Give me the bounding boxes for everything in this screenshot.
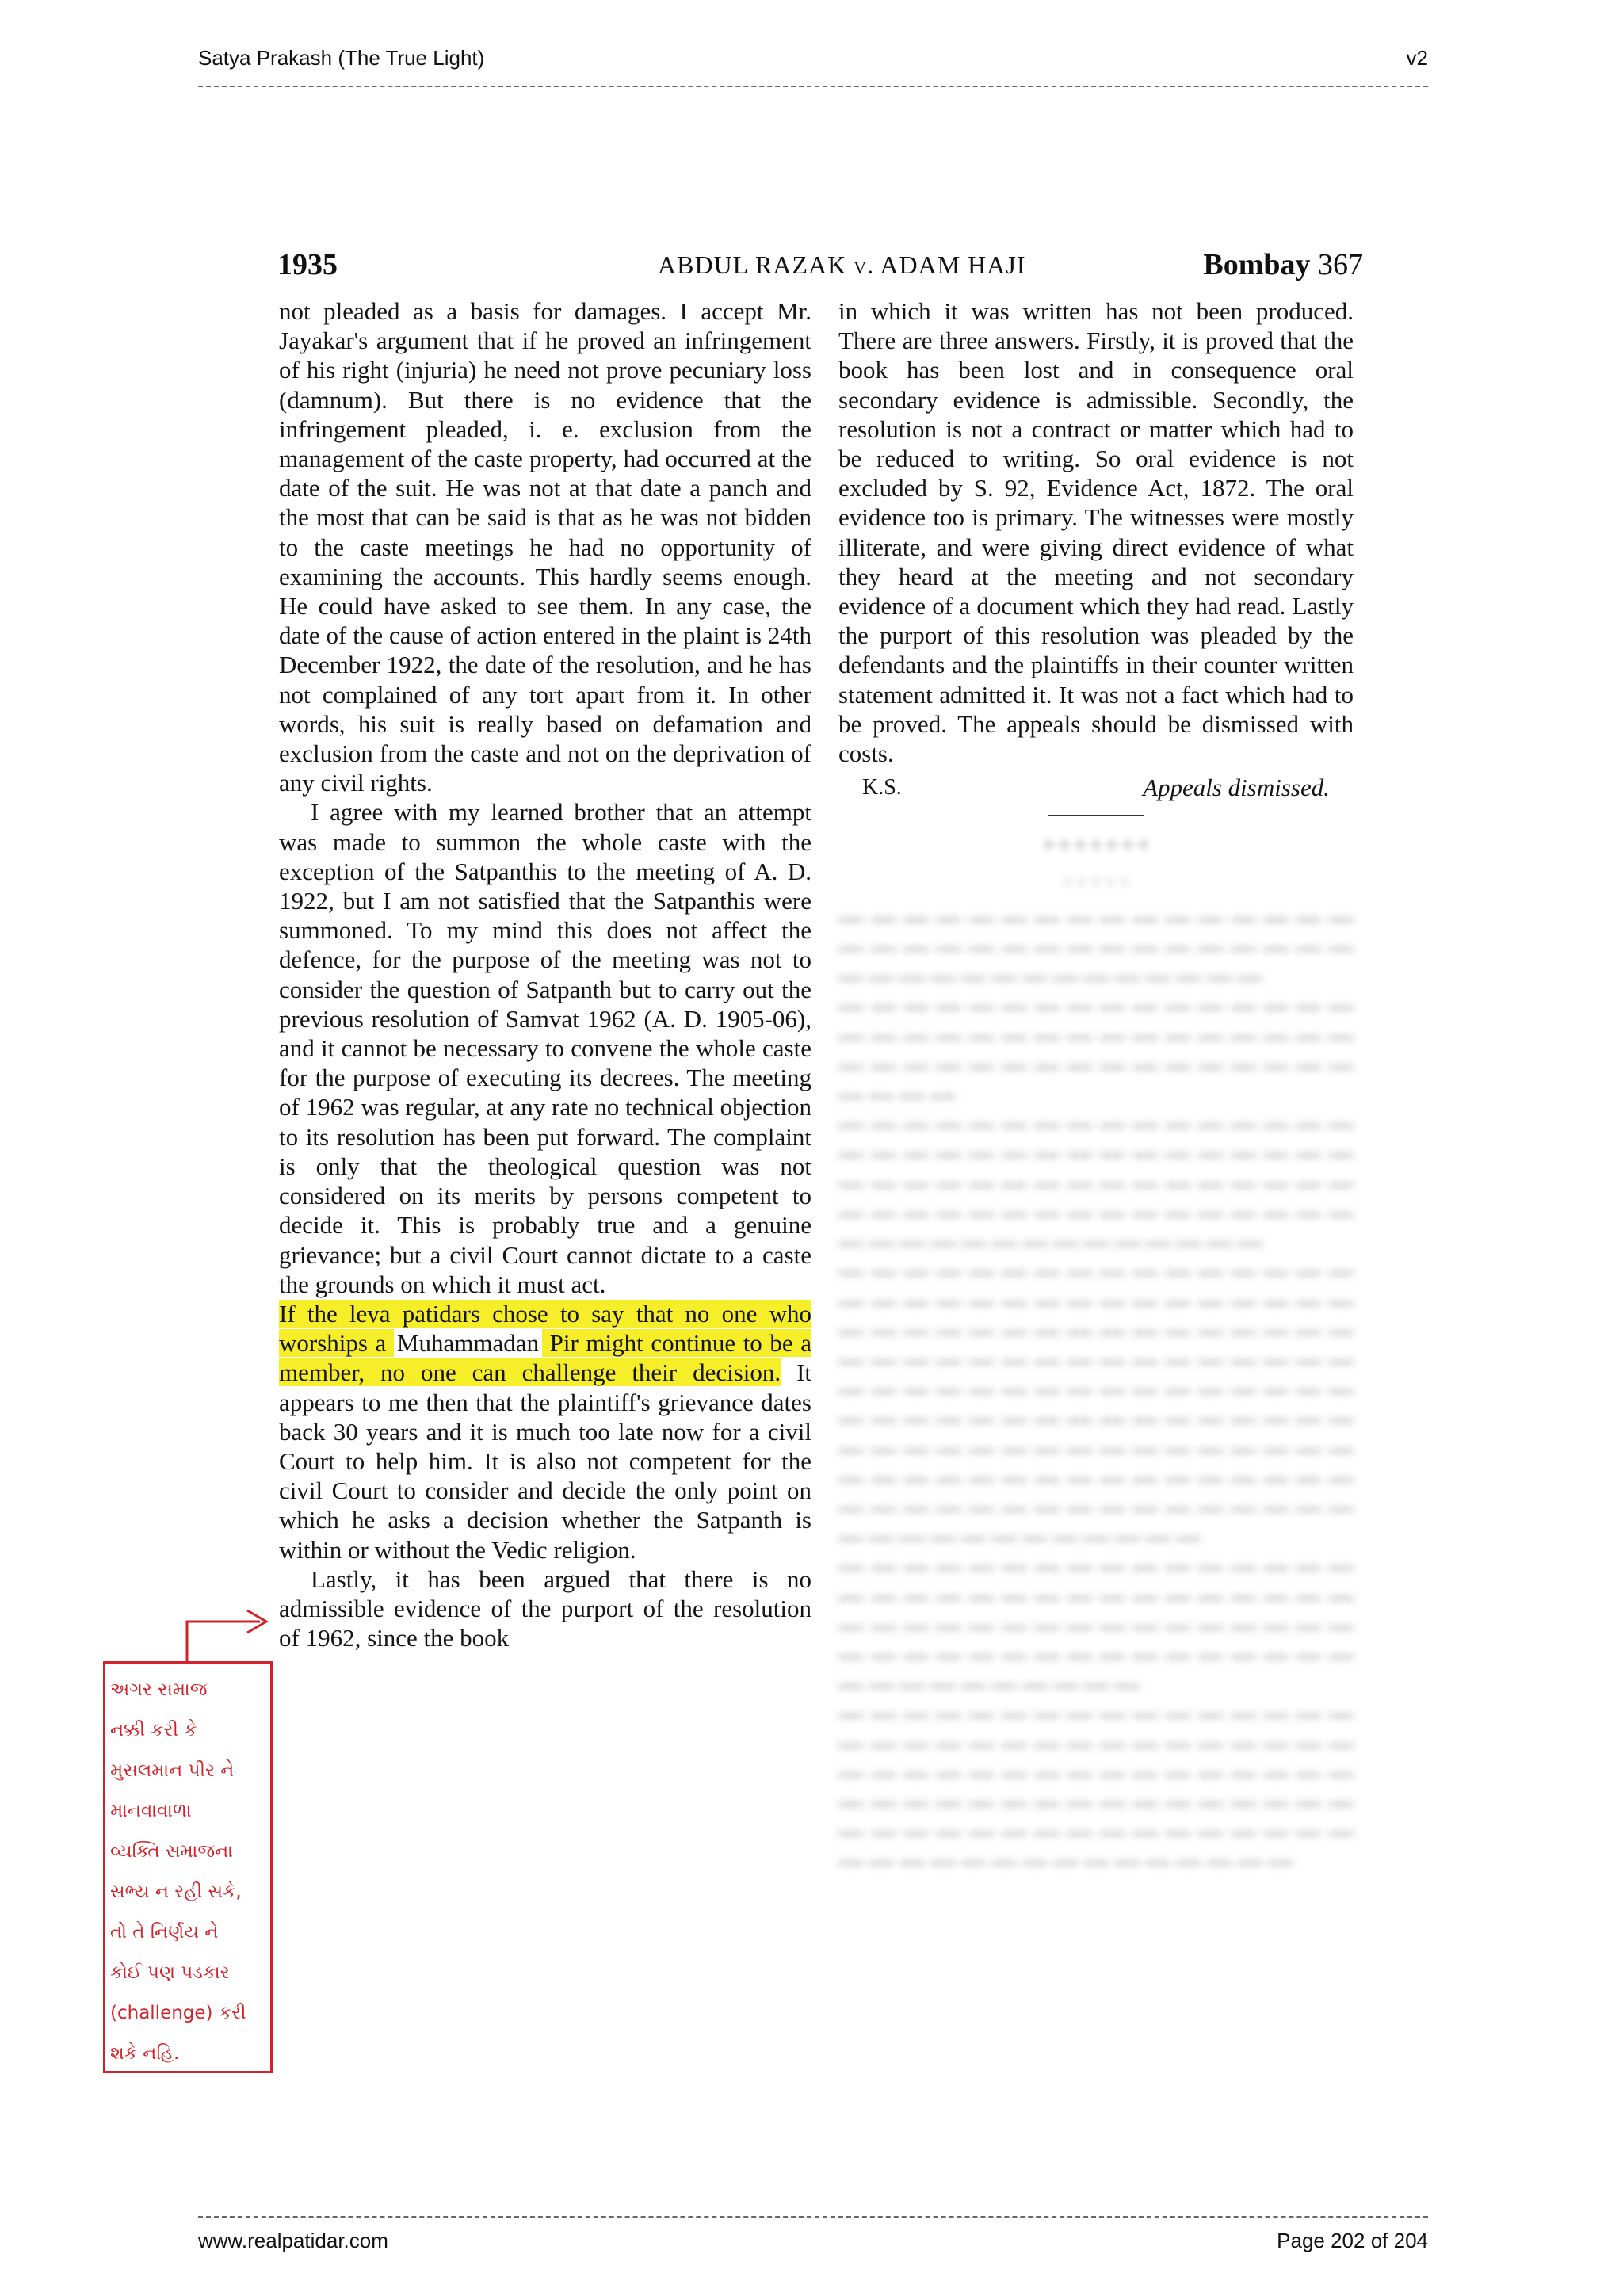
annotation-line: મુસલમાન પીર ને xyxy=(110,1760,235,1781)
right-paragraph-1: in which it was written has not been produced. There are three answers. Firstly, it is proved that the book has been lost and in consequence oral secondary evidence is admissible. Secondly, the resolution is not a contract or matter which had to be reduced to writing. So oral evidence is not excluded by S. 92, Evidence Act, 1872. The oral evidence too is primary. The witnesses were mostly illiterate, and were giving direct evidence of what they heard at the meeting and not secondary evidence of a document which they had read. Lastly the purport of this resolution was pleaded by the defendants and the plaintiffs in their counter written statement admitted it. It was not a fact which had to be proved. The appeals should be dismissed with costs. xyxy=(838,297,1354,768)
annotation-line: અગર સમાજ xyxy=(110,1679,208,1700)
case-title: ABDUL RAZAK v. ADAM HAJI xyxy=(658,250,1026,279)
footer-website: www.realpatidar.com xyxy=(198,2229,388,2252)
footer-page-number: Page 202 of 204 xyxy=(1277,2229,1428,2252)
blurred-region: · · · · · · · · · · · · — — — — — — — — — — — — — — — — — — — — — — — — — — — — — — — — — — — — — — — — — — — — — — — — — — — — — — — — — — — — — — — — — — — — — — — — — — — — — — — — — — — — — — — — — — — — — — — — — — — — — — — — — — — — — — — — — — — — — — — — — — — — — — — — — — — — — — — — — — — — — — — — — — — — — — — — — — — — — — — — — — — — — — — — — — — — — — — — — — — — — — — — — — — — — — — — — — — — — — — — — — — — — — — — — — — — — — — — — — — — — — — — — — — — — — — — — — — — — — — — — — — — — — — — — — — — — — — — — — — — — — — — — — — — — — — — — — — — — — — — — — — — — — — — — — — — — — — — — — — — — — — — — — — — — — — — — — — — — — — — — — — — — — — — — — — — — — — — — — — — — — — — — — — — — — — — — — — — — — — — — — — — — — — — — — — — — — — — — — — — — — — — — — — — — — — — — — — — — — — — — — — — — — — — — — — — — — — — — — — — — — — — — — — — — — — — — — — — — — — — — — — — — — — — — — — — — — — — — — — — — — — — — — — — — — — — — — — — — — — — — — — — — — — — — — — — — — — — — — — — — xyxy=(838,831,1354,1875)
court-page xyxy=(1203,247,1363,282)
annotation-line: સભ્ય ન રહી સકે, xyxy=(110,1881,242,1902)
footer-divider xyxy=(198,2216,1428,2218)
left-column xyxy=(279,296,812,1652)
header-divider xyxy=(198,86,1428,87)
left-paragraph-3: If the leva patidars chose to say that no one who worships a Muhammadan Pir might continue to be a member, no one can challenge their decision. It appears to me then that the plaintiff's grievance dates back 30 years and it is much too late now for a civil Court to help him. It is also not competent for the civil Court to consider and decide the only point on which he asks a decision whether the Satpanth is within or without the Vedic religion. xyxy=(279,1299,812,1564)
annotation-line: તો તે નિર્ણય ને xyxy=(110,1922,219,1943)
annotation-line: નક્કી કરી કે xyxy=(110,1720,197,1740)
scanned-page xyxy=(262,230,1379,2084)
page-footer xyxy=(198,2229,1428,2257)
annotation-line: કોઈ પણ પડકાર xyxy=(110,1962,230,1983)
highlighted-passage: If the leva patidars chose to say that no one who worships a Muhammadan Pir might continue to be a member, no one can challenge their decision. xyxy=(279,1299,812,1387)
header-version: v2 xyxy=(1406,46,1428,70)
disposition-line xyxy=(838,773,1354,802)
report-year: 1935 xyxy=(277,248,338,281)
reporter-initials: K.S. xyxy=(862,775,902,800)
left-paragraph-4: Lastly, it has been argued that there is no admissible evidence of the purport of the resolution of 1962, since the book xyxy=(279,1564,812,1652)
header-title: Satya Prakash (The True Light) xyxy=(198,46,485,70)
highlighted-word-muhammadan: Muhammadan xyxy=(394,1329,542,1357)
report-page: 367 xyxy=(1318,248,1363,281)
running-head xyxy=(277,247,1363,287)
annotation-line: માનવાવાળા xyxy=(110,1801,192,1821)
left-paragraph-2: I agree with my learned brother that an attempt was made to summon the whole caste with the exception of the Satpanthis to the meeting of A. D. 1922, but I am not satisfied that the Satpanthis were summoned. To my mind this does not affect the defence, for the purpose of the meeting was not to consider the question of Satpanth but to carry out the previous resolution of Samvat 1962 (A. D. 1905-06), and it cannot be necessary to convene the whole caste for the purpose of executing its decrees. The meeting of 1962 was regular, at any rate no technical objection to its resolution has been put forward. The complaint is only that the theological question was not considered on its merits by persons competent to decide it. This is probably true and a genuine grievance; but a civil Court cannot dictate to a caste the grounds on which it must act. xyxy=(279,798,812,1298)
left-paragraph-1: not pleaded as a basis for damages. I accept Mr. Jayakar's argument that if he proved an infringement of his right (injuria) he need not prove pecuniary loss (damnum). But there is no evidence that the infringement pleaded, i. e. exclusion from the management of the caste property, had occurred at the date of the suit. He was not at that date a panch and the most that can be said is that as he was not bidden to the caste meetings he had no opportunity of examining the accounts. This hardly seems enough. He could have asked to see them. In any case, the date of the cause of action entered in the plaint is 24th December 1922, the date of the resolution, and he has not complained of any tort apart from it. In other words, his suit is really based on defamation and exclusion from the caste and not on the deprivation of any civil rights. xyxy=(279,297,812,797)
section-rule xyxy=(1048,815,1144,816)
right-column xyxy=(838,296,1354,1876)
gujarati-annotation-box xyxy=(103,1661,273,2073)
annotation-arrow xyxy=(181,1601,276,1664)
annotation-line: (challenge) કરી xyxy=(110,2003,246,2023)
page-header xyxy=(198,46,1428,74)
annotation-line: શકે નહિ. xyxy=(110,2043,180,2064)
court-name: Bombay xyxy=(1203,248,1311,281)
disposition: Appeals dismissed. xyxy=(1143,774,1330,802)
annotation-line: વ્યક્તિ સમાજના xyxy=(110,1841,233,1862)
